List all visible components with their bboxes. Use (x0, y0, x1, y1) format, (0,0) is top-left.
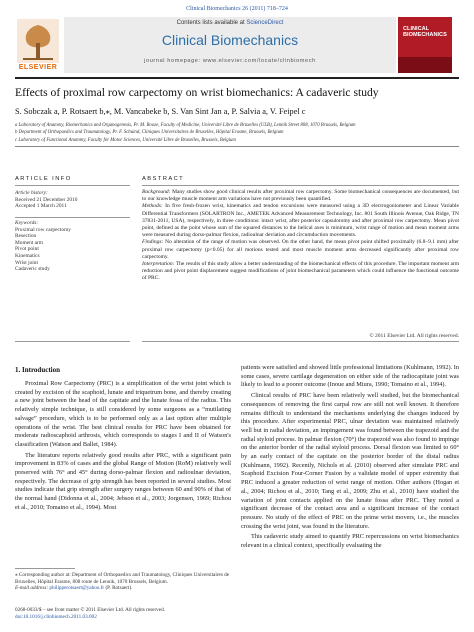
paragraph: patients were satisfied and showed little professional limitations (Kuhlmann, 1992). In some cases, severe cartilage degeneration on either side of the radiocapitate joint was likely to lead to a poorer outcome (Inoue and Miura, 1990; Tomaino et al., 1994). (241, 364, 459, 389)
abstract-heading: ABSTRACT (142, 176, 185, 182)
paragraph: Proximal Row Carpectomy (PRC) is a simplification of the wrist joint which is created by excision of the scaphoid, lunate and triquetrum bone, and thereby creating a new joint between the head of the capitate and the lunate fossa of the radius. This relatively simple technique, is still considered by some surgeons as a “mutilating salvage” procedure, which is to be performed only as a last option after multiple operations of the wrist. The best clinical results for PRC have been obtained for moderate radioscaphoid arthrosis, which corresponds to stages I and II of Watson's classification (Watson and Ballet, 1984). (15, 380, 231, 448)
affiliation-b: b Department of Orthopaedics and Traumatology, Pr. F. Schuind, Cliniques Universitaires de Bruxelles, Hôpital Erasme, Brussels, Belgium (15, 130, 284, 136)
journal-homepage[interactable]: journal homepage: www.elsevier.com/locate/clinbiomech (144, 58, 316, 64)
keyword-item: Pivot point (15, 246, 39, 253)
paragraph: Clinical results of PRC have been relatively well studied, but the biomechanical consequences of removing the first carpal row are still not well known. It therefore remains difficult to understand the mechanisms underlying the changes induced by this procedure. After experimental PRC, ulnar deviation was maintained relatively well but in radial deviation, an impingement was found between the trapezoid and the radial styloid process. In palmar flexion (70°) the trapezoid was also found to impinge on the anterior border of the radial styloid process. Dorsal flexion was limited to 60° by an early contact of the capitate on the posterior border of the distal radius (Kuhlmann, 1992). Recently, Nichols et al. (2010) observed after simulate PRC and Scaphoid Excision Four-Corner Fusion by a validate model of upper extremity that PRC induced a greater reduction of wrist range of motion. Other authors (Hogan et al., 2004; Richou et al., 2010; Tang et al., 2009; Zhu et al., 2010) have studied the variation of joint contacts applied on the lunate fossa after PRC. They noted a significant decrease of the contact area and a significant increase of the contact pressure. No study of the effect of PRC on the prime wrist movers, i.e., the muscles crossing the wrist joint, was found in the literature. (241, 392, 459, 530)
contents-line (64, 20, 396, 26)
article-history (15, 190, 130, 210)
elsevier-wordmark: ELSEVIER (18, 64, 58, 71)
findings-label: Findings: (142, 239, 164, 246)
interpretation-text: The results of this study allow a better understanding of the biomechanical effects of this procedure. The important moment arm reduction and pivot point displacement suggest modifications of joint biomechanical parameters which could influence the functional outcome of PRC. (142, 261, 459, 282)
keywords-rule (15, 217, 130, 218)
background-text: Many studies show good clinical results after proximal row carpectomy. Some biomechanical consequences are documented, but to our knowledge muscle moment arm variations have not previously been quantified. (142, 189, 459, 203)
elsevier-tree-icon (15, 17, 61, 65)
contents-prefix: Contents lists available at (176, 20, 247, 26)
body-column-left (15, 380, 231, 513)
accepted-date: Accepted 1 March 2011 (15, 203, 67, 210)
abstract-rule (142, 185, 459, 186)
cover-stripe (398, 57, 452, 73)
cover-title-line-2: BIOMECHANICS (403, 32, 447, 38)
doi-link[interactable]: doi:10.1016/j.clinbiomech.2011.03.002 (15, 613, 97, 620)
interpretation-label: Interpretation: (142, 261, 175, 268)
footnote-rule (15, 568, 75, 569)
keywords-label: Keywords: (15, 220, 39, 226)
abstract-bottom-rule (142, 341, 459, 342)
abstract-body (142, 189, 459, 283)
received-date: Received 21 December 2010 (15, 196, 78, 203)
section-heading-introduction: 1. Introduction (15, 366, 60, 374)
header-rule (15, 77, 459, 79)
article-info-bottom-rule (15, 341, 130, 342)
keyword-item: Wrist joint (15, 259, 38, 266)
methods-text: In five fresh-frozen wrist, kinematics and tendon excursions were measured using a 3D electrogoniometer and Linear Variable Differential Transformers (SOLARTRON Inc., AMETEK Advanced Measurement Technology, Inc. 801 South Illinois Avenue, Oak Ridge, TN 37831-2011, USA), respectively, in three conditions: intact wrist, after posterior capsulotomy and after proximal row carpectomy. Mean pivot point, defined as the point whose sum of the squared distances to the helical axes is minimum, wrist range of motion and mean moment arms were measured during dorso-palmar flexion, radioulnar deviation and circumduction movements. (142, 203, 459, 239)
email-line (15, 585, 231, 592)
email-label: E-mail address: (15, 585, 49, 592)
author-list: S. Sobczak a, P. Rotsaert b,⁎, M. Vancabeke b, S. Van Sint Jan a, P. Salvia a, V. Feipel c (15, 107, 306, 116)
paragraph: The literature reports relatively good results after PRC, with a significant pain improvement in 83% of cases and the global Range of Motion (RoM) relatively well preserved with 76° and 45° during dorso-palmar flexion and radioulnar deviation, respectively. The decrease of grip strength has been reported in several studies. Most studies indicate that grip strength after surgery ranges between 60 and 90% of that of the normal hand (Didonna et al., 2004; Jebson et al., 2003; Jorgensen, 1969; Richou et al., 2010; Tomaino et al., 1994). Most (15, 451, 231, 511)
body-column-right (241, 364, 459, 551)
history-label: Article history: (15, 190, 48, 196)
keyword-item: Kinematics (15, 252, 40, 259)
sciencedirect-link[interactable]: ScienceDirect (246, 20, 284, 26)
article-info-rule (15, 185, 130, 186)
abstract-methods (142, 203, 459, 239)
publication-info (15, 607, 231, 620)
paragraph: This cadaveric study aimed to quantify PRC repercussions on wrist biomechanics relevant in a clinical context, specifically evaluating the (241, 533, 459, 550)
abstract-copyright: © 2011 Elsevier Ltd. All rights reserved. (369, 333, 459, 339)
issn-line: 0268-0033/$ – see front matter © 2011 Elsevier Ltd. All rights reserved. (15, 607, 165, 613)
abstract-interpretation (142, 261, 459, 283)
keyword-item: Cadaveric study (15, 266, 50, 273)
email-suffix: (P. Rotsaert). (104, 585, 133, 592)
affiliations (15, 122, 459, 144)
email-link[interactable]: philipperotsaert@yahoo.fr (49, 585, 105, 592)
methods-label: Methods: (142, 203, 163, 210)
journal-title: Clinical Biomechanics (161, 32, 299, 48)
keyword-item: Proximal row carpectomy (15, 226, 71, 233)
keywords-block (15, 220, 130, 273)
article-title: Effects of proximal row carpectomy on wrist biomechanics: A cadaveric study (15, 86, 379, 99)
background-label: Background: (142, 189, 171, 195)
journal-cover-thumbnail (398, 17, 452, 73)
abstract-findings (142, 239, 459, 261)
running-head[interactable]: Clinical Biomechanics 26 (2011) 718–724 (186, 6, 288, 12)
affiliation-rule (15, 146, 459, 147)
affiliation-a: a Laboratory of Anatomy, Biomechanics and Organogenesis, Pr. M. Rooze, Faculty of Medicine, Université Libre de Bruxelles (ULB), Lennik Street 808, 1070 Brussels, Belgium (15, 123, 356, 128)
findings-text: No alteration of the range of motion was observed. On the other hand, the mean pivot point shifted proximally (6.8–9.1 mm) after proximal row carpectomy (p<0.05) for all motions tested and most muscle moment arms decreased significantly after proximal row carpectomy. (142, 239, 459, 260)
cover-title-line-1: CLINICAL (403, 26, 430, 32)
corresponding-author: ⁎ Corresponding author at: Department of Orthopaedics and Traumatology, Cliniques Universitaires de Bruxelles, Hôpital Erasme, 808 route de Lennik, 1070 Brussels, Belgium. (15, 572, 230, 585)
affiliation-c: c Laboratory of Functional Anatomy, Faculty for Motor Sciences, Université Libre de Bruxelles, Brussels, Belgium (15, 137, 236, 143)
keyword-item: Resection (15, 233, 37, 240)
corresponding-author-footnote (15, 572, 231, 592)
article-info-heading: ARTICLE INFO (15, 176, 72, 182)
abstract-background (142, 189, 459, 203)
keyword-item: Moment arm (15, 239, 43, 246)
